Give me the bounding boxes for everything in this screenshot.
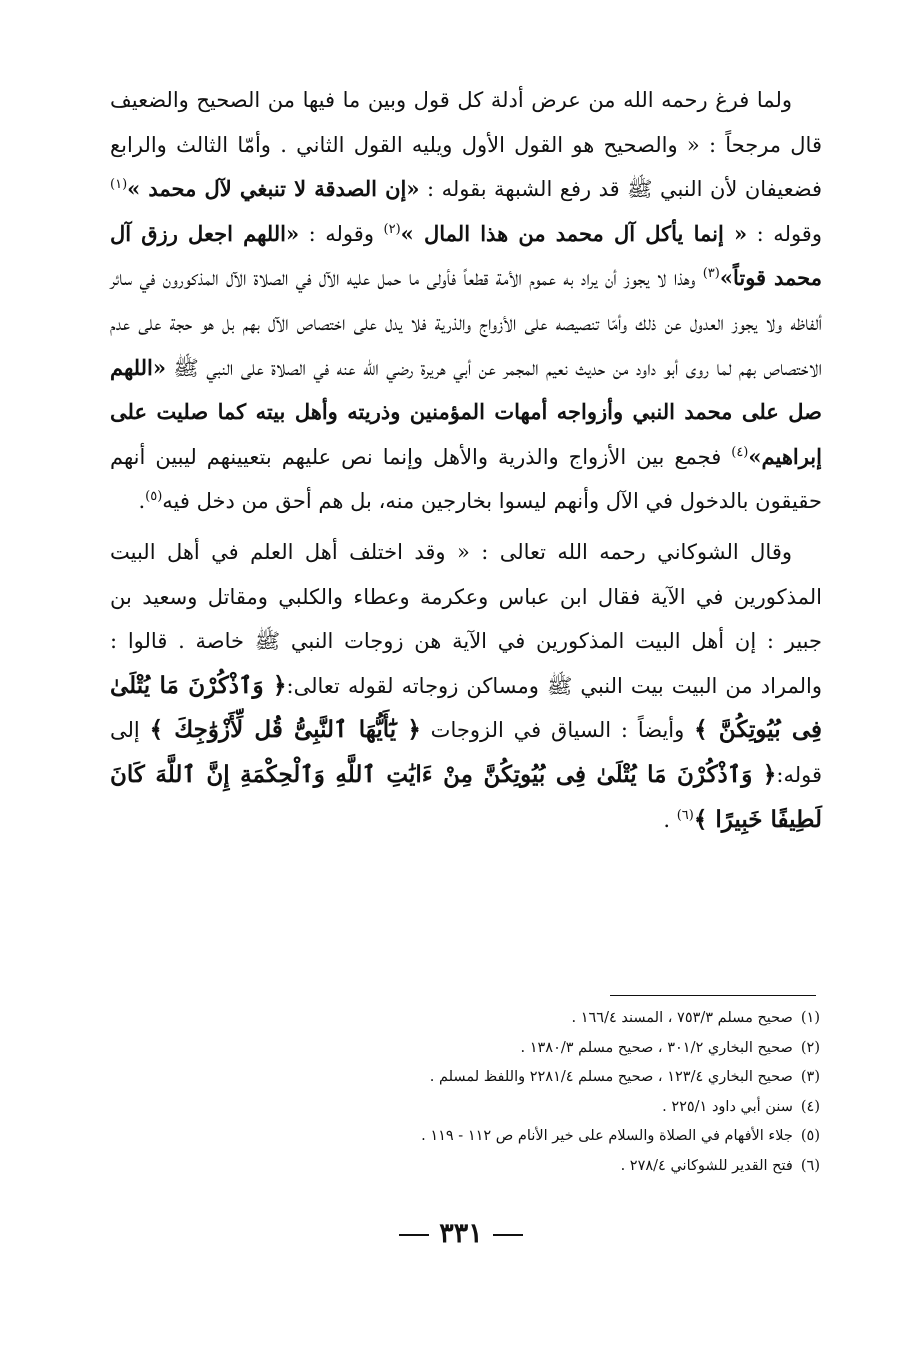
footnote-item: [108, 1004, 820, 1034]
text-span: وقوله :: [747, 221, 822, 246]
footnote-number: (٢): [800, 1039, 820, 1056]
quran-verse: ﴿ وَٱذْكُرْنَ مَا يُتْلَىٰ فِى بُيُوتِكُنَّ ﴾: [110, 671, 822, 744]
footnote-text: سنن أبي داود ٢٢٥/١ .: [662, 1098, 793, 1115]
page-number: ٣٣١: [439, 1218, 483, 1249]
paragraph-shawkani: [110, 530, 822, 842]
footnote-item: [108, 1093, 820, 1123]
footnote-ref[interactable]: (٥): [145, 489, 163, 505]
footnote-item: [108, 1122, 820, 1152]
footnote-item: [108, 1034, 820, 1064]
page-number-dash: [493, 1234, 523, 1236]
hadith-quote: « إنما يأكل آل محمد من هذا المال »: [400, 220, 748, 246]
quran-verse: ﴿ وَٱذْكُرْنَ مَا يُتْلَىٰ فِى بُيُوتِكُنَّ مِنْ ءَايَٰتِ ٱللَّهِ وَٱلْحِكْمَةِ إِنَّ ٱللَّهَ كَانَ لَطِيفًا خَبِيرًا ﴾: [110, 760, 822, 833]
text-span: وقوله :: [299, 221, 384, 246]
main-text: [110, 78, 822, 842]
text-span: وقال الشوكاني رحمه الله تعالى : « وقد اختلف أهل العلم في أهل البيت المذكورين في الآية فقال ابن عباس وعكرمة وعطاء والكلبي ومقاتل وسعيد بن جبير : إن أهل البيت المذكورين في الآية هن زوجات النبي ﷺ خاصة . قالوا : والمراد من البيت بيت النبي ﷺ ومساكن زوجاته لقوله تعالى:: [110, 539, 823, 698]
footnote-ref[interactable]: (٤): [731, 444, 749, 460]
footnote-ref[interactable]: (٣): [702, 266, 720, 282]
footnotes-list: [108, 1004, 820, 1181]
footnote-text: صحيح البخاري ٣٠١/٢ ، صحيح مسلم ١٣٨٠/٣ .: [520, 1039, 793, 1056]
footnote-text: صحيح البخاري ١٢٣/٤ ، صحيح مسلم ٢٢٨١/٤ واللفظ لمسلم .: [429, 1069, 793, 1085]
page-number-dash: [399, 1234, 429, 1236]
footnote-ref[interactable]: (٦): [676, 807, 694, 823]
footnote-number: (٦): [800, 1157, 820, 1174]
paragraph-ibn-alqayyim: [110, 78, 822, 524]
page-number-footer: [0, 1218, 922, 1249]
footnote-item: [108, 1063, 820, 1093]
text-span: إلى قوله:: [110, 718, 822, 787]
footnote-item: [108, 1152, 820, 1182]
footnote-ref[interactable]: (١): [110, 177, 128, 193]
text-span: ولما فرغ رحمه الله من عرض أدلة كل قول وبين ما فيها من الصحيح والضعيف قال مرجحاً : « والصحيح هو القول الأول ويليه القول الثاني . وأمّا الثالث والرابع فضعيفان لأن النبي ﷺ قد رفع الشبهة بقوله :: [110, 88, 822, 202]
footnote-number: (١): [800, 1010, 820, 1026]
text-span: وهذا لا يجوز أن يراد به عموم الأمة قطعاً فأولى ما حمل عليه الآل في الصلاة الآل المذكورون في سائر ألفاظه ولا يجوز العدول عن ذلك وأمّا تنصيصه على الأزواج والذرية فلا يدل على اختصاص الآل بهم بل هو حجة على عدم الاختصاص بهم لما روى أبو داود من حديث نعيم المجمر عن أبي هريرة رضي الله عنه في الصلاة على النبي ﷺ: [110, 266, 822, 380]
footnote-number: (٤): [800, 1098, 820, 1115]
hadith-quote: «إن الصدقة لا تنبغي لآل محمد »: [127, 176, 420, 202]
footnote-divider: [610, 995, 816, 996]
footnote-text: صحيح مسلم ٧٥٣/٣ ، المسند ١٦٦/٤ .: [571, 1010, 793, 1026]
footnote-number: (٥): [800, 1128, 820, 1144]
text-span: .: [138, 489, 146, 514]
text-span: وأيضاً : السياق في الزوجات: [420, 718, 695, 743]
footnote-text: فتح القدير للشوكاني ٢٧٨/٤ .: [620, 1157, 793, 1174]
footnote-ref[interactable]: (٢): [383, 221, 401, 237]
hadith-quote: «اللهم اجعل رزق آل محمد قوتاً»: [110, 220, 822, 291]
text-span: .: [663, 807, 677, 832]
footnote-text: جلاء الأفهام في الصلاة والسلام على خير الأنام ص ١١٢ - ١١٩ .: [421, 1128, 793, 1144]
quran-verse: ﴿ يَٰٓأَيُّهَا ٱلنَّبِىُّ قُل لِّأَزْوَٰجِكَ ﴾: [149, 716, 421, 744]
text-span: فجمع بين الأزواج والذرية والأهل وإنما نص عليهم بتعيينهم ليبين أنهم حقيقون بالدخول في الآل وأنهم ليسوا بخارجين منه، بل هم أحق من دخل فيه: [110, 444, 822, 514]
footnote-number: (٣): [800, 1069, 820, 1085]
hadith-quote: «اللهم صل على محمد النبي وأزواجه أمهات المؤمنين وذريته وأهل بيته كما صليت على إبراهيم»: [110, 354, 822, 469]
